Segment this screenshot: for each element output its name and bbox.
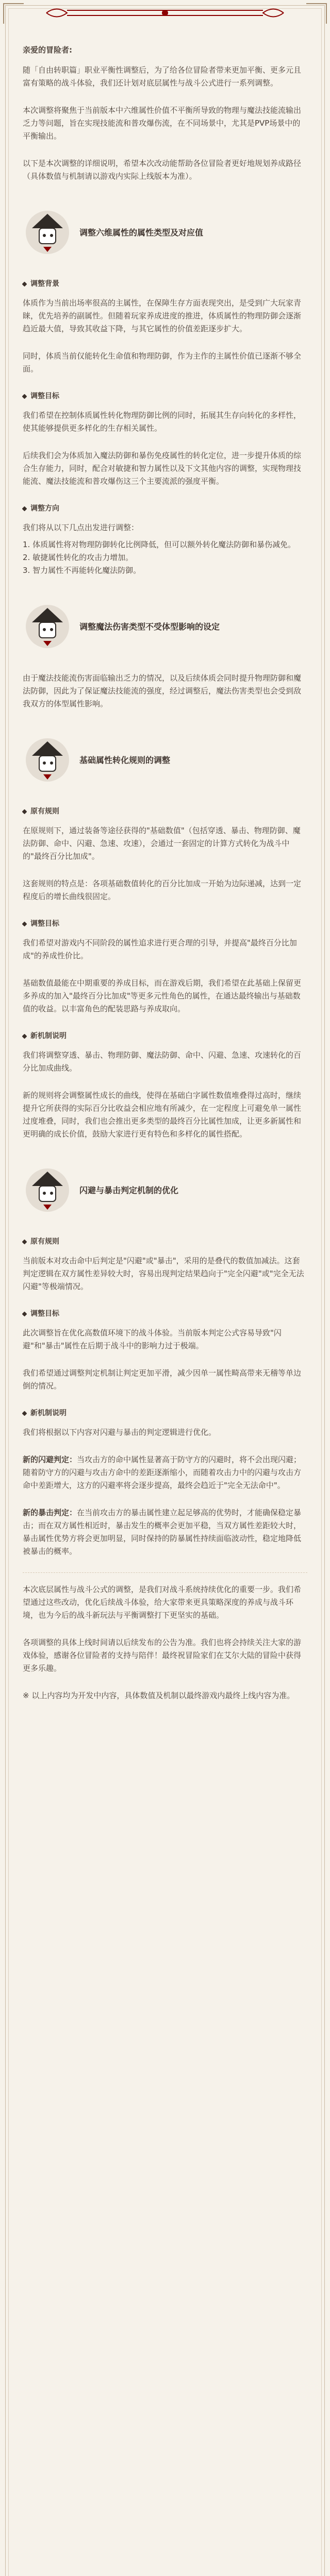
subsection-title: 新机制说明 (30, 1409, 67, 1417)
bullet-icon (22, 1411, 27, 1416)
paragraph: 同时，体质当前仅能转化生命值和物理防御，作为主作的主属性价值已逐渐不够全面。 (23, 351, 302, 374)
subsection-title: 调整目标 (30, 392, 59, 400)
subsection-header (23, 502, 307, 515)
closing-paragraph: 本次底层属性与战斗公式的调整，是我们对战斗系统持续优化的重要一步。我们希望通过这些改动，优化后续战斗体验，给大家带来更具策略深度的养成与战斗环境，也为今后的战斗新玩法与平衡调整打下更坚实的基础。 (23, 1585, 302, 1620)
subsection-header (23, 1407, 307, 1420)
definition (23, 1453, 307, 1492)
subsection-title: 调整背景 (30, 280, 59, 288)
definition (23, 1506, 307, 1558)
paragraph: 我们希望通过调整判定机制让判定更加平滑，减少因单一属性畸高带来无稽等单边倒的情况。 (23, 1368, 302, 1391)
definition-text: 在当前攻击方的暴击属性建立起足够高的优势时，才能确保稳定暴击；而在双方属性相近时，暴击发生的概率会更加平稳，当双方属性差距较大时，暴击属性优势方将会更加明显，同时保持的防暴属性持续面临波动性，稳定地降低被暴击的概率。 (23, 1508, 302, 1556)
adjustment-list (23, 538, 307, 577)
paragraph: 体质作为当前出场率很高的主属性，在保障生存方面表现突出，是受到广大玩家青睐，优先培养的副属性。但随着玩家养成进度的推进，体质属性的物理防御会逐渐趋近最大值，导致其收益下降，与其它属性的价值差距逐步扩大。 (23, 298, 302, 333)
bullet-icon (22, 506, 27, 512)
section-header (23, 208, 307, 257)
section-header (23, 602, 307, 651)
paragraph: 在原规则下，通过装备等途径获得的"基础数值"（包括穿透、暴击、物理防御、魔法防御、命中、闪避、急速、攻速），会通过一套固定的计算方式转化为战斗中的"最终百分比加成"。 (23, 826, 301, 861)
paragraph: 我们希望在控制体质属性转化物理防御比例的同时，拓展其生存向转化的多样性，使其能够提供更多样化的生存相关属性。 (23, 411, 302, 433)
subsection-header (23, 278, 307, 291)
mascot-icon (23, 208, 72, 257)
mascot-icon (23, 1165, 72, 1215)
subsection-title: 原有规则 (30, 1238, 59, 1246)
section-title: 闪避与暴击判定机制的优化 (79, 1185, 179, 1195)
subsection-title: 原有规则 (30, 807, 59, 816)
greeting: 亲爱的冒险者: (23, 45, 72, 55)
list-item: 1. 体质属性将对物理防御转化比例降低，但可以额外转化魔法防御和暴伤减免。 (23, 540, 296, 549)
bullet-icon (22, 394, 27, 399)
bullet-icon (22, 282, 27, 287)
bullet-icon (22, 1034, 27, 1039)
section-header (23, 735, 307, 785)
subsection-title: 调整目标 (30, 1310, 59, 1318)
corner-decor (306, 3, 327, 24)
article (23, 44, 307, 1717)
subsection-header (23, 1308, 307, 1320)
subsection-header (23, 390, 307, 403)
paragraph: 基础数值最能在中期重要的养成目标，而在游戏后期，我们希望在此基础上保留更多养成的加入"最终百分比加成"等更多元性角色的属性，在通达最终输出与基础数值的收益。以丰富角色的配装思路与养成取向。 (23, 978, 302, 1013)
list-item: 3. 智力属性不再能转化魔法防御。 (23, 566, 141, 575)
subsection-title: 调整方向 (30, 504, 59, 513)
definition-term: 新的暴击判定： (23, 1508, 77, 1517)
section-header (23, 1165, 307, 1215)
intro-paragraph: 以下是本次调整的详细说明，希望本次改动能帮助各位冒险者更好地规划养成路径（具体数值与机制请以游戏内实际上线版本为准）。 (23, 159, 302, 181)
list-item: 2. 敏捷属性转化的攻击力增加。 (23, 553, 134, 562)
definition-term: 新的闪避判定： (23, 1455, 77, 1464)
paragraph: 我们希望对游戏内不同阶段的属性追求进行更合理的引导，并提高"最终百分比加成"的养成性价比。 (23, 938, 297, 960)
header-ornament (0, 0, 330, 31)
intro-paragraph: 本次调整将聚焦于当前版本中六维属性价值不平衡所导致的物理与魔法技能流输出乏力等问题，旨在实现技能流和普攻爆伤流，在不同场景中，尤其是PVP场景中的平衡输出。 (23, 106, 302, 141)
subsection-title: 新机制说明 (30, 1032, 67, 1040)
intro-paragraph: 随「自由转职篇」职业平衡性调整后，为了给各位冒险者带来更加平衡、更多元且富有策略的战斗体验，我们还计划对底层属性与战斗公式进行一系列调整。 (23, 65, 302, 88)
subsection-title: 调整目标 (30, 920, 59, 928)
paragraph: 这套规则的特点是：各项基础数值转化的百分比加成一开始为边际递减，达到一定程度后的增长曲线很固定。 (23, 879, 302, 901)
paragraph: 新的规则将会调整属性成长的曲线，使得在基础白字属性数值堆叠得过高时，继续提升它所获得的实际百分比收益会相应地有所减少，在一定程度上可避免单一属性过度堆叠，同时，我们也会推出更多类型的最终百分比属性加成，让更多新属性和更明确的成长价值，鼓励大家进行更有特色和多样化的属性搭配。 (23, 1091, 302, 1139)
subsection-header (23, 805, 307, 818)
subsection-header (23, 1030, 307, 1043)
section-title: 基础属性转化规则的调整 (79, 755, 171, 765)
bullet-icon (22, 922, 27, 927)
paragraph: 我们将从以下几点出发进行调整： (23, 523, 139, 532)
paragraph: 我们将调整穿透、暴击、物理防御、魔法防御、命中、闪避、急速、攻速转化的百分比加成曲线。 (23, 1050, 302, 1073)
subsection-header (23, 1235, 307, 1248)
mascot-icon (23, 735, 72, 785)
mascot-icon (23, 602, 72, 651)
bullet-icon (22, 1312, 27, 1317)
corner-decor (3, 3, 24, 24)
paragraph: 后续我们会为体质加入魔法防御和暴伤免疫属性的转化定位，进一步提升体质的综合生存能力，同时，配合对敏捷和智力属性以及下文其他内容的调整，实现物理技能流、魔法技能流和普攻爆伤这三个主要流派的强度平衡。 (23, 451, 302, 486)
section-title: 调整魔法伤害类型不受体型影响的设定 (79, 621, 220, 632)
paragraph: 我们将根据以下内容对闪避与暴击的判定逻辑进行优化。 (23, 1428, 217, 1437)
section-title: 调整六维属性的属性类型及对应值 (79, 227, 204, 238)
paragraph: 由于魔法技能流伤害面临输出乏力的情况，以及后续体质会同时提升物理防御和魔法防御，因此为了保证魔法技能流的强度，经过调整后，魔法伤害类型也会受到敌我双方的体型属性影响。 (23, 673, 302, 708)
bullet-icon (22, 809, 27, 815)
bullet-icon (22, 1240, 27, 1245)
paragraph: 当前版本对攻击命中后判定是"闪避"或"暴击"，采用的是叠代的数值加减法。这套判定逻辑在双方属性差异较大时，容易出现判定结果趋向于"完全闪避"或"完全无法闪避"等极端情况。 (23, 1256, 304, 1291)
closing-paragraph: 各项调整的具体上线时间请以后续发布的公告为准。我们也将会持续关注大家的游戏体验，感谢各位冒险者的支持与陪伴！最终祝冒险家们在艾尔大陆的冒险中获得更多乐趣。 (23, 1638, 302, 1673)
divider (23, 1572, 307, 1573)
footnote: ※ 以上内容均为开发中内容，具体数值及机制以最终游戏内最终上线内容为准。 (23, 1691, 295, 1700)
subsection-header (23, 918, 307, 930)
definition-text: 当攻击方的命中属性显著高于防守方的闪避时，将不会出现闪避；随着防守方的闪避与攻击方命中的差距逐渐缩小，而随着攻击力中的闪避与攻击方命中差距增大，这方的闪避率将会逐步提高，最终会趋近于"完全无法命中"。 (23, 1455, 302, 1490)
paragraph: 此次调整旨在优化高数值环境下的战斗体验。当前版本判定公式容易导致"闪避"和"暴击"属性在后期于战斗中的影响力过于极端。 (23, 1328, 282, 1350)
